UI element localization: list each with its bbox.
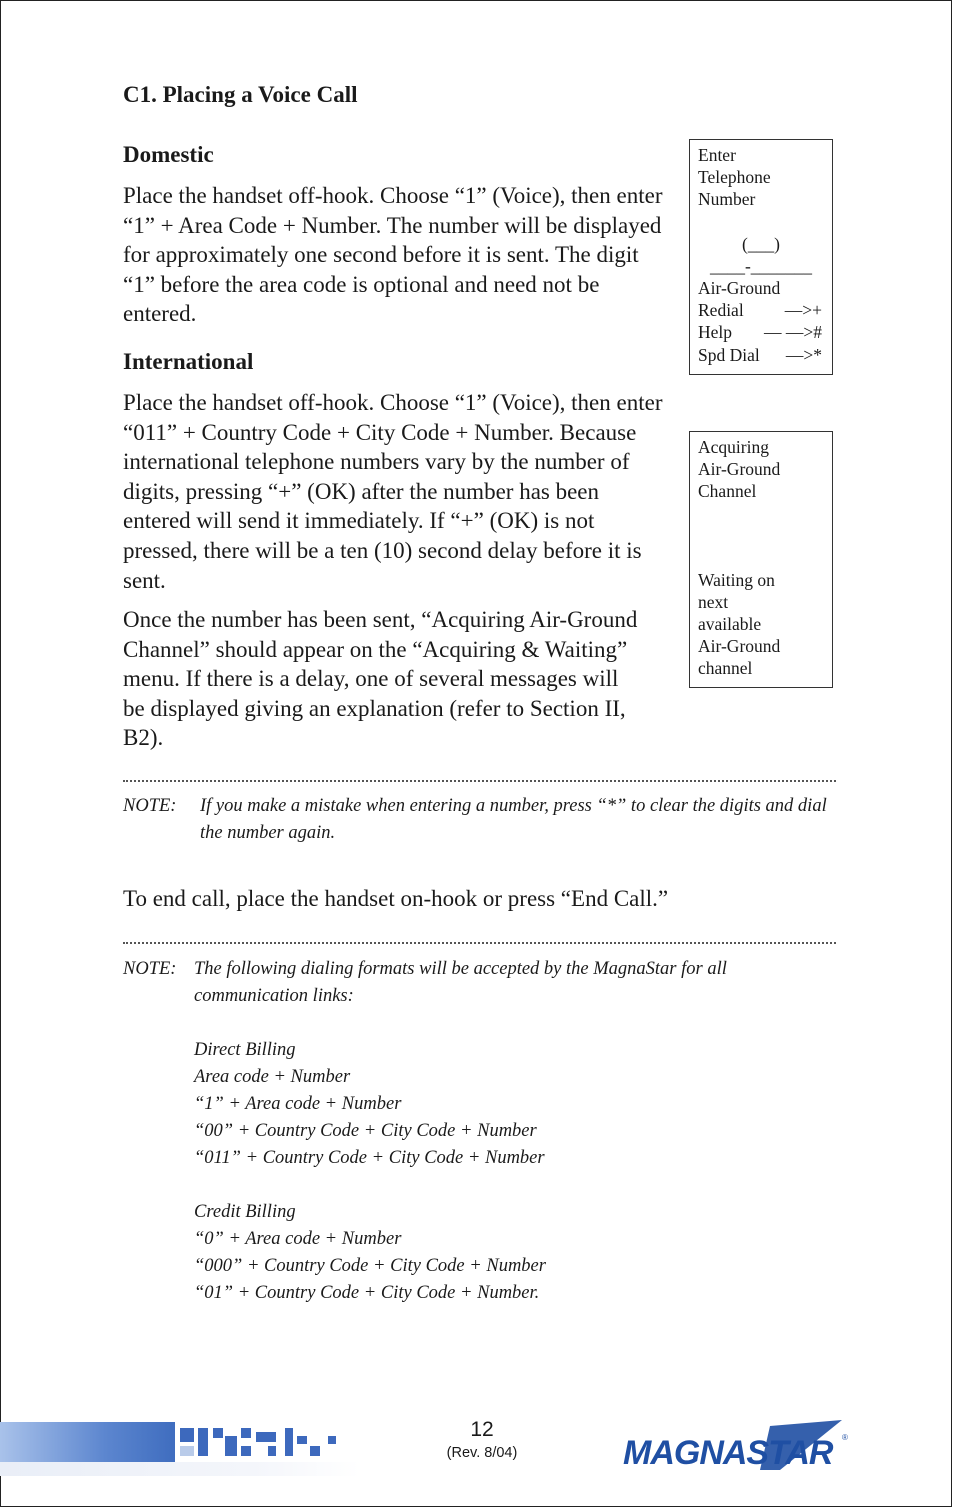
note-text: If you make a mistake when entering a number, press “*” to clear the digits and dial the number again. bbox=[200, 796, 827, 843]
note-mistake bbox=[123, 793, 836, 847]
screen-line: next bbox=[698, 591, 729, 612]
magnastar-logo bbox=[620, 1418, 850, 1474]
screen-line: available bbox=[698, 614, 762, 635]
dotted-divider bbox=[123, 942, 836, 944]
screen-line: channel bbox=[698, 658, 753, 679]
international-text-1: Place the handset off-hook. Choose “1” (Voice), then enter “011” + Country Code + City Code + Number. Because international telephone numbers vary by the number of digits, pressing “+” (OK) after the number has been entered will send it immediately. If “+” (OK) is not pressed, there will be a ten (10) second delay before it is sent. bbox=[123, 390, 663, 593]
redial-key: —>+ bbox=[784, 300, 822, 321]
domestic-paragraph bbox=[123, 181, 668, 329]
help-label: Help bbox=[698, 322, 733, 343]
speed-dial-key: —>* bbox=[785, 344, 822, 365]
screen-line: Acquiring bbox=[698, 437, 769, 457]
screen-blank bbox=[698, 503, 832, 569]
note-label: NOTE: bbox=[123, 796, 177, 816]
mode-label: Air-Ground bbox=[698, 278, 781, 299]
domestic-heading: Domestic bbox=[123, 142, 214, 167]
international-text-2: Once the number has been sent, “Acquiring Air-Ground Channel” should appear on the “Acquiring & Waiting” menu. If there is a delay, one of several messages will be displayed giving an explanation (refer to Section II, B2). bbox=[123, 607, 638, 751]
credit-format: “0” + Area code + Number bbox=[194, 1229, 402, 1249]
speed-dial-key-row bbox=[698, 344, 832, 366]
logo-text: MAGNASTAR bbox=[623, 1434, 833, 1472]
screen-line: Telephone bbox=[698, 167, 771, 188]
screen-line: Number bbox=[698, 189, 756, 210]
help-key-row bbox=[698, 321, 832, 343]
screen-line: Enter bbox=[698, 145, 736, 165]
logo-registered-mark: ® bbox=[842, 1433, 848, 1442]
page-number: 12 bbox=[470, 1418, 494, 1441]
speed-dial-label: Spd Dial bbox=[698, 344, 760, 365]
end-call-instruction: To end call, place the handset on-hook or press “End Call.” bbox=[123, 886, 669, 911]
area-code-mask: (___) bbox=[742, 233, 780, 254]
screen-blank bbox=[698, 211, 832, 233]
redial-key-row bbox=[698, 299, 832, 321]
screen-line: Waiting on bbox=[698, 569, 775, 590]
note-label: NOTE: bbox=[123, 959, 177, 979]
screen-line: Channel bbox=[698, 481, 757, 502]
credit-format: “01” + Country Code + City Code + Number. bbox=[194, 1283, 540, 1303]
direct-billing-title: Direct Billing bbox=[194, 1040, 296, 1060]
domestic-text: Place the handset off-hook. Choose “1” (Voice), then enter “1” + Area Code + Number. The number will be displayed for approximately one second before it is sent. The digit “1” before the area code is optional and need not be entered. bbox=[123, 183, 663, 327]
screen-line: Air-Ground bbox=[698, 459, 781, 480]
revision-date: (Rev. 8/04) bbox=[446, 1445, 518, 1461]
credit-billing-title: Credit Billing bbox=[194, 1202, 296, 1222]
international-paragraph-2 bbox=[123, 605, 643, 753]
section-heading: C1. Placing a Voice Call bbox=[123, 82, 358, 107]
acquiring-screen bbox=[689, 431, 833, 688]
enter-number-screen bbox=[689, 139, 833, 375]
note-body bbox=[194, 956, 836, 1307]
direct-format: “00” + Country Code + City Code + Number bbox=[194, 1121, 537, 1141]
direct-format: Area code + Number bbox=[194, 1067, 351, 1087]
screen-line: Air-Ground bbox=[698, 636, 781, 657]
number-mask: ____-_______ bbox=[709, 255, 813, 276]
note-dialing-formats bbox=[123, 956, 836, 1307]
international-paragraph-1 bbox=[123, 388, 663, 595]
international-heading: International bbox=[123, 349, 254, 374]
note-intro: The following dialing formats will be accepted by the MagnaStar for all communication links: bbox=[194, 959, 727, 1006]
footer-shadow bbox=[0, 1462, 360, 1476]
help-key: — —># bbox=[764, 322, 822, 343]
dotted-divider bbox=[123, 780, 836, 782]
direct-format: “011” + Country Code + City Code + Number bbox=[194, 1148, 545, 1168]
redial-label: Redial bbox=[698, 300, 744, 321]
credit-format: “000” + Country Code + City Code + Number bbox=[194, 1256, 546, 1276]
direct-format: “1” + Area code + Number bbox=[194, 1094, 402, 1114]
footer-gradient-bar bbox=[0, 1422, 175, 1462]
